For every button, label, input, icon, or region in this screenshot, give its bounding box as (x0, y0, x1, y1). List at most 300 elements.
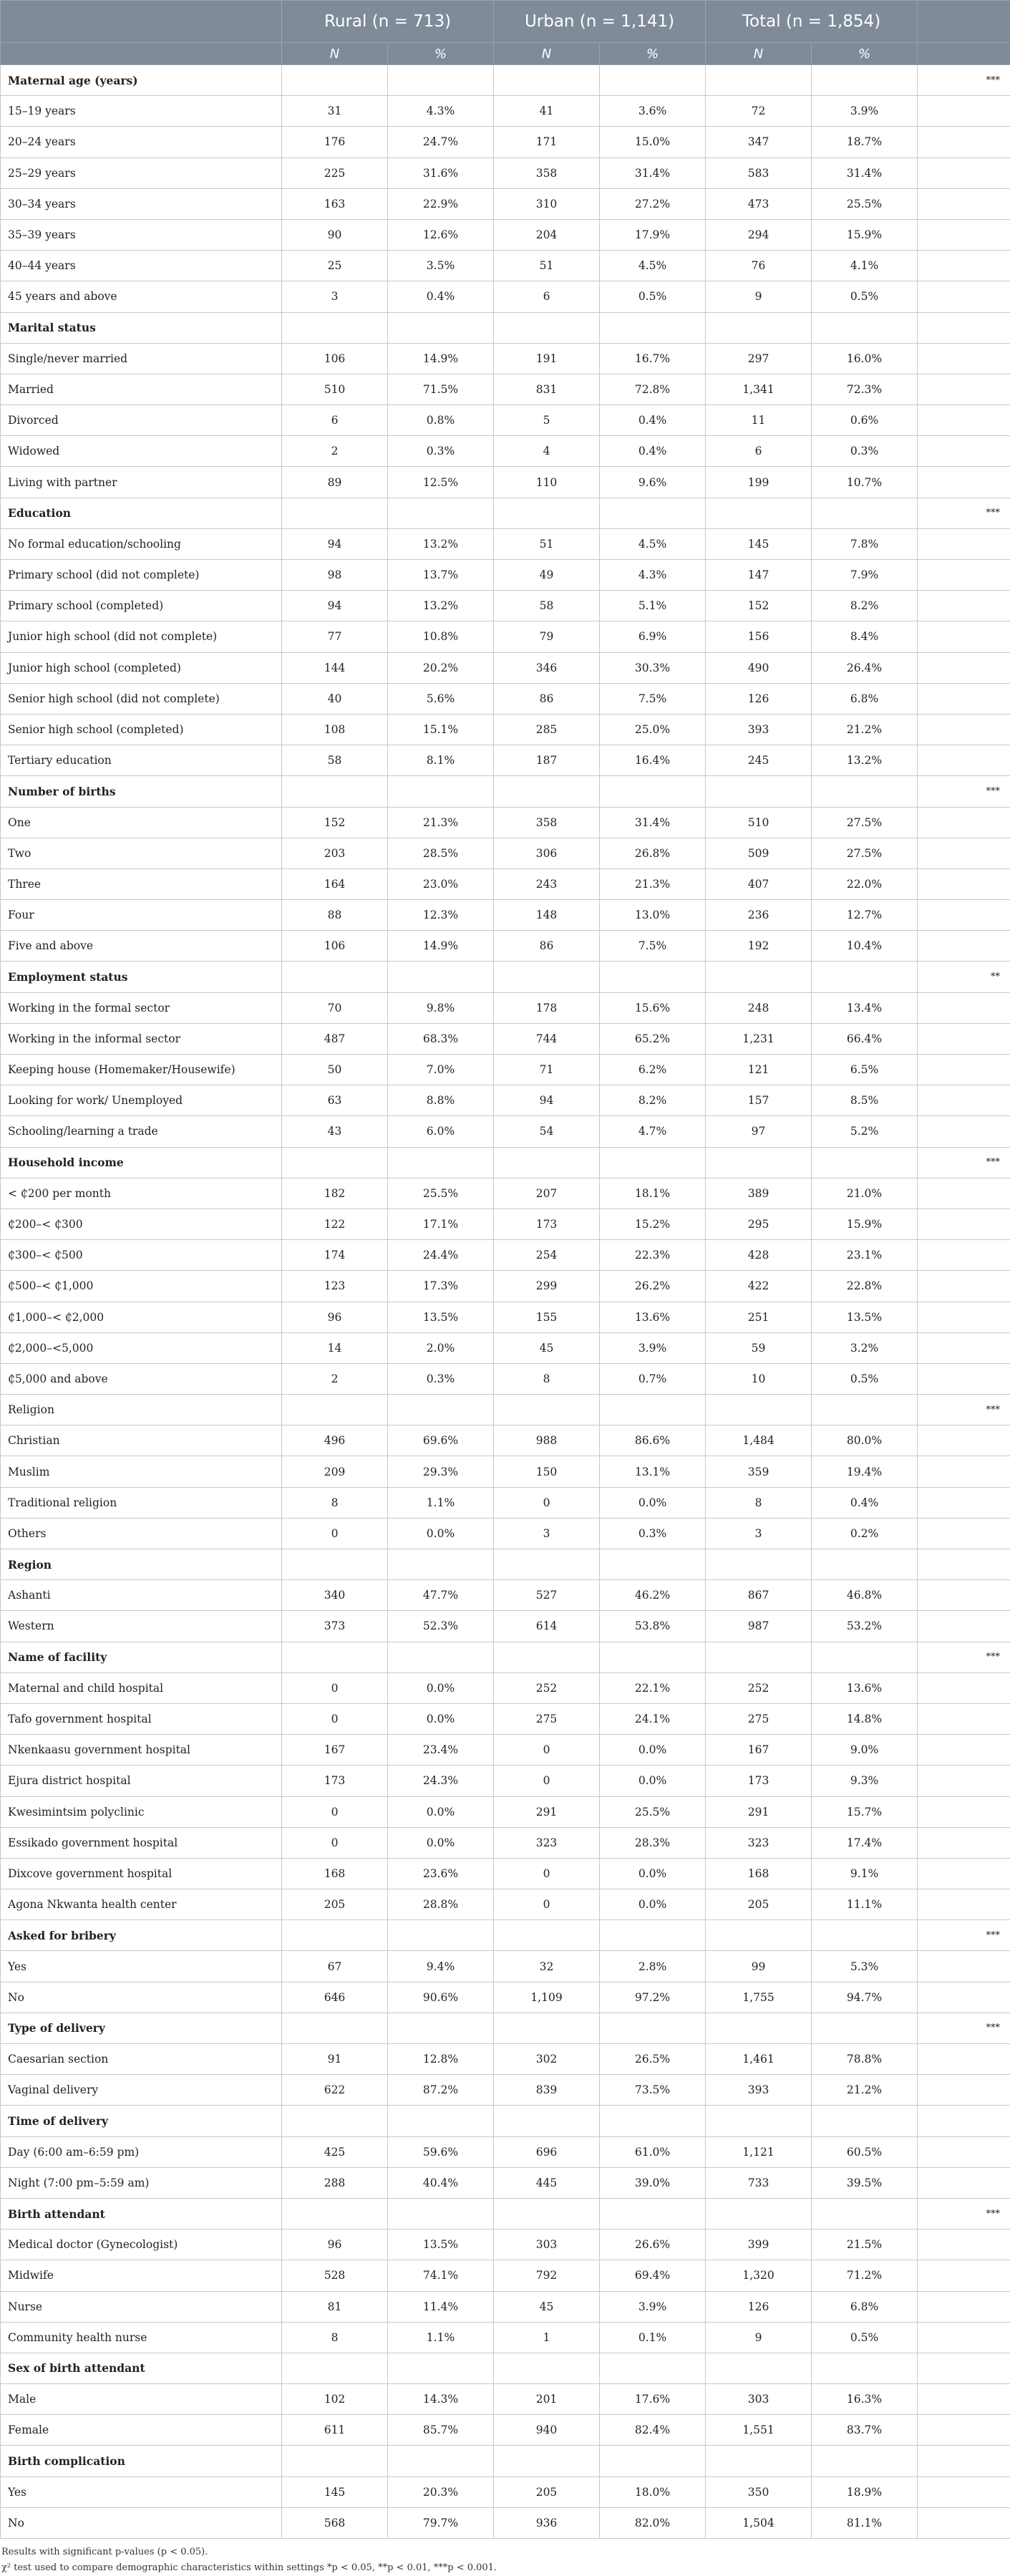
cell-rural-pct: 5.6% (388, 683, 494, 714)
section-title: Sex of birth attendant (1, 2353, 282, 2383)
row-label: Maternal and child hospital (1, 1672, 282, 1703)
cell-rural-pct: 24.7% (388, 127, 494, 158)
cell-urban-n: 839 (494, 2075, 600, 2106)
cell-rural-n: 176 (282, 127, 388, 158)
cell-urban-pct: 39.0% (600, 2167, 706, 2198)
section-header-row (1, 2106, 1010, 2136)
cell-urban-pct: 17.6% (600, 2384, 706, 2415)
cell-urban-n: 1 (494, 2322, 600, 2353)
row-label: 45 years and above (1, 281, 282, 312)
significance-cell (918, 1055, 1010, 1085)
cell-rural-n: 90 (282, 219, 388, 250)
cell-total-n: 428 (706, 1240, 812, 1271)
cell-rural-pct: 24.3% (388, 1766, 494, 1796)
significance-cell (918, 1209, 1010, 1239)
cell-rural-pct: 85.7% (388, 2415, 494, 2446)
header-rural: Rural (n = 713) (282, 1, 494, 43)
cell-total-pct: 6.5% (812, 1055, 918, 1085)
empty-cell (494, 1395, 600, 1425)
significance-cell (918, 1302, 1010, 1332)
cell-total-n: 192 (706, 931, 812, 962)
table-row (1, 1611, 1010, 1642)
empty-cell (494, 1147, 600, 1178)
cell-urban-pct: 25.0% (600, 714, 706, 745)
cell-rural-n: 108 (282, 714, 388, 745)
cell-rural-n: 81 (282, 2291, 388, 2322)
cell-total-pct: 22.8% (812, 1271, 918, 1302)
cell-urban-n: 8 (494, 1363, 600, 1394)
section-header-row (1, 498, 1010, 528)
section-header-row (1, 2446, 1010, 2476)
empty-cell (706, 2353, 812, 2383)
significance-cell (918, 2075, 1010, 2106)
significance-cell (918, 1456, 1010, 1487)
table-row (1, 1085, 1010, 1116)
cell-urban-pct: 4.3% (600, 560, 706, 591)
cell-urban-pct: 97.2% (600, 1982, 706, 2013)
row-label: Married (1, 374, 282, 405)
table-row (1, 714, 1010, 745)
cell-total-n: 156 (706, 621, 812, 652)
empty-cell (282, 1549, 388, 1580)
cell-total-pct: 0.5% (812, 2322, 918, 2353)
row-label: Yes (1, 1951, 282, 1982)
cell-rural-n: 102 (282, 2384, 388, 2415)
empty-cell (600, 2446, 706, 2476)
cell-rural-pct: 21.3% (388, 807, 494, 838)
empty-cell (388, 2198, 494, 2229)
table-row (1, 2322, 1010, 2353)
note-significance: Results with significant p-values (p < 0.05). (1, 2544, 1009, 2560)
empty-cell (282, 65, 388, 96)
cell-total-n: 1,121 (706, 2136, 812, 2167)
cell-urban-pct: 24.1% (600, 1703, 706, 1734)
cell-total-pct: 13.4% (812, 992, 918, 1023)
significance-marker (918, 1549, 1010, 1580)
cell-urban-pct: 18.0% (600, 2476, 706, 2507)
cell-rural-n: 77 (282, 621, 388, 652)
cell-urban-pct: 30.3% (600, 652, 706, 683)
cell-rural-pct: 13.5% (388, 2229, 494, 2260)
cell-rural-n: 0 (282, 1672, 388, 1703)
cell-urban-pct: 26.5% (600, 2044, 706, 2075)
cell-rural-n: 174 (282, 1240, 388, 1271)
cell-total-n: 76 (706, 251, 812, 281)
table-row (1, 1580, 1010, 1611)
row-label: Female (1, 2415, 282, 2446)
cell-rural-pct: 22.9% (388, 188, 494, 219)
cell-total-n: 422 (706, 1271, 812, 1302)
cell-rural-pct: 0.0% (388, 1796, 494, 1827)
cell-total-pct: 5.2% (812, 1116, 918, 1147)
cell-rural-pct: 79.7% (388, 2507, 494, 2538)
table-notes (0, 2539, 1010, 2576)
empty-cell (600, 2106, 706, 2136)
section-title: Type of delivery (1, 2013, 282, 2043)
table-row (1, 807, 1010, 838)
cell-total-n: 245 (706, 745, 812, 776)
cell-rural-n: 31 (282, 96, 388, 127)
empty-cell (282, 1395, 388, 1425)
cell-total-n: 9 (706, 2322, 812, 2353)
row-label: Looking for work/ Unemployed (1, 1085, 282, 1116)
table-row (1, 158, 1010, 188)
significance-cell (918, 1240, 1010, 1271)
header-urban-n: N (494, 43, 600, 65)
cell-total-pct: 13.6% (812, 1672, 918, 1703)
table-row (1, 2415, 1010, 2446)
row-label: Working in the informal sector (1, 1023, 282, 1054)
cell-urban-n: 4 (494, 436, 600, 467)
cell-rural-n: 373 (282, 1611, 388, 1642)
cell-total-n: 3 (706, 1518, 812, 1549)
cell-rural-pct: 40.4% (388, 2167, 494, 2198)
row-label: ₵500–< ₵1,000 (1, 1271, 282, 1302)
cell-total-pct: 21.2% (812, 2075, 918, 2106)
table-row (1, 560, 1010, 591)
table-row (1, 1456, 1010, 1487)
cell-rural-n: 225 (282, 158, 388, 188)
cell-rural-pct: 10.8% (388, 621, 494, 652)
cell-rural-n: 96 (282, 2229, 388, 2260)
cell-total-n: 1,341 (706, 374, 812, 405)
significance-cell (918, 591, 1010, 621)
cell-rural-n: 182 (282, 1178, 388, 1209)
cell-total-pct: 14.8% (812, 1703, 918, 1734)
significance-marker (918, 2353, 1010, 2383)
cell-rural-pct: 23.0% (388, 868, 494, 899)
row-label: Senior high school (did not complete) (1, 683, 282, 714)
cell-total-n: 72 (706, 96, 812, 127)
cell-rural-n: 96 (282, 1302, 388, 1332)
cell-urban-n: 323 (494, 1827, 600, 1858)
cell-rural-pct: 12.3% (388, 900, 494, 931)
cell-rural-pct: 1.1% (388, 1487, 494, 1518)
row-label: Tafo government hospital (1, 1703, 282, 1734)
cell-rural-n: 88 (282, 900, 388, 931)
cell-total-pct: 10.7% (812, 467, 918, 498)
table-row (1, 2075, 1010, 2106)
cell-total-n: 236 (706, 900, 812, 931)
table-row (1, 2291, 1010, 2322)
cell-urban-pct: 7.5% (600, 683, 706, 714)
cell-urban-pct: 26.6% (600, 2229, 706, 2260)
empty-cell (494, 2106, 600, 2136)
significance-cell (918, 807, 1010, 838)
cell-total-n: 121 (706, 1055, 812, 1085)
header-urban: Urban (n = 1,141) (494, 1, 706, 43)
empty-cell (494, 2353, 600, 2383)
row-label: Medical doctor (Gynecologist) (1, 2229, 282, 2260)
table-row (1, 1425, 1010, 1456)
empty-cell (812, 1395, 918, 1425)
table-row (1, 621, 1010, 652)
row-label: Ejura district hospital (1, 1766, 282, 1796)
cell-total-pct: 13.5% (812, 1302, 918, 1332)
cell-urban-n: 614 (494, 1611, 600, 1642)
section-header-row (1, 1642, 1010, 1672)
cell-urban-n: 306 (494, 838, 600, 868)
cell-urban-n: 3 (494, 1518, 600, 1549)
table-row (1, 652, 1010, 683)
significance-cell (918, 931, 1010, 962)
cell-total-pct: 94.7% (812, 1982, 918, 2013)
row-label: ₵2,000–<5,000 (1, 1332, 282, 1363)
row-label: Day (6:00 am–6:59 pm) (1, 2136, 282, 2167)
cell-rural-pct: 29.3% (388, 1456, 494, 1487)
empty-cell (494, 2446, 600, 2476)
empty-cell (388, 962, 494, 992)
cell-urban-n: 45 (494, 1332, 600, 1363)
cell-urban-n: 110 (494, 467, 600, 498)
section-header-row (1, 2013, 1010, 2043)
header-total-n: N (706, 43, 812, 65)
cell-rural-pct: 6.0% (388, 1116, 494, 1147)
cell-total-pct: 7.8% (812, 528, 918, 559)
note-chi-square: χ² test used to compare demographic characteristics within settings *p < 0.05, **p < 0.01, ***p < 0.001. (1, 2560, 1009, 2576)
row-label: Schooling/learning a trade (1, 1116, 282, 1147)
cell-rural-pct: 3.5% (388, 251, 494, 281)
empty-cell (706, 2106, 812, 2136)
cell-rural-pct: 14.9% (388, 931, 494, 962)
cell-rural-n: 528 (282, 2260, 388, 2291)
cell-urban-pct: 0.4% (600, 405, 706, 436)
row-label: ₵1,000–< ₵2,000 (1, 1302, 282, 1332)
cell-rural-pct: 14.3% (388, 2384, 494, 2415)
cell-total-pct: 81.1% (812, 2507, 918, 2538)
cell-total-n: 407 (706, 868, 812, 899)
row-label: 20–24 years (1, 127, 282, 158)
table-row (1, 374, 1010, 405)
empty-cell (600, 312, 706, 343)
cell-total-pct: 3.9% (812, 96, 918, 127)
significance-cell (918, 467, 1010, 498)
empty-cell (706, 65, 812, 96)
empty-cell (600, 2353, 706, 2383)
cell-rural-pct: 14.9% (388, 343, 494, 374)
cell-rural-n: 168 (282, 1858, 388, 1889)
significance-cell (918, 1951, 1010, 1982)
cell-urban-n: 831 (494, 374, 600, 405)
cell-rural-n: 173 (282, 1766, 388, 1796)
header-total: Total (n = 1,854) (706, 1, 918, 43)
cell-total-n: 303 (706, 2384, 812, 2415)
section-title: Birth complication (1, 2446, 282, 2476)
cell-rural-n: 6 (282, 405, 388, 436)
cell-rural-n: 510 (282, 374, 388, 405)
cell-rural-pct: 31.6% (388, 158, 494, 188)
cell-total-pct: 6.8% (812, 2291, 918, 2322)
table-row (1, 343, 1010, 374)
row-label: Four (1, 900, 282, 931)
cell-rural-pct: 13.2% (388, 591, 494, 621)
row-label: Working in the formal sector (1, 992, 282, 1023)
cell-rural-pct: 59.6% (388, 2136, 494, 2167)
empty-cell (706, 1395, 812, 1425)
cell-total-n: 6 (706, 436, 812, 467)
empty-cell (600, 65, 706, 96)
empty-cell (600, 2198, 706, 2229)
cell-rural-pct: 23.4% (388, 1735, 494, 1766)
significance-cell (918, 2476, 1010, 2507)
cell-total-n: 145 (706, 528, 812, 559)
cell-total-n: 199 (706, 467, 812, 498)
row-label: ₵5,000 and above (1, 1363, 282, 1394)
cell-urban-n: 54 (494, 1116, 600, 1147)
cell-rural-n: 14 (282, 1332, 388, 1363)
cell-total-pct: 16.0% (812, 343, 918, 374)
significance-marker: *** (918, 1642, 1010, 1672)
empty-cell (388, 1395, 494, 1425)
cell-rural-pct: 0.3% (388, 436, 494, 467)
cell-urban-pct: 16.4% (600, 745, 706, 776)
significance-cell (918, 1487, 1010, 1518)
empty-cell (600, 1642, 706, 1672)
row-label: No formal education/schooling (1, 528, 282, 559)
cell-urban-pct: 16.7% (600, 343, 706, 374)
row-label: Junior high school (completed) (1, 652, 282, 683)
empty-cell (706, 2013, 812, 2043)
cell-rural-pct: 7.0% (388, 1055, 494, 1085)
cell-total-n: 393 (706, 2075, 812, 2106)
empty-cell (494, 498, 600, 528)
cell-total-n: 275 (706, 1703, 812, 1734)
cell-rural-pct: 87.2% (388, 2075, 494, 2106)
cell-rural-n: 152 (282, 807, 388, 838)
cell-urban-n: 86 (494, 683, 600, 714)
significance-cell (918, 1023, 1010, 1054)
section-title: Number of births (1, 776, 282, 807)
row-label: 40–44 years (1, 251, 282, 281)
table-row (1, 436, 1010, 467)
significance-cell (918, 2044, 1010, 2075)
cell-urban-pct: 25.5% (600, 1796, 706, 1827)
row-label: ₵300–< ₵500 (1, 1240, 282, 1271)
row-label: No (1, 1982, 282, 2013)
cell-rural-n: 496 (282, 1425, 388, 1456)
cell-total-pct: 0.4% (812, 1487, 918, 1518)
empty-cell (812, 2106, 918, 2136)
cell-urban-n: 0 (494, 1858, 600, 1889)
cell-total-n: 490 (706, 652, 812, 683)
significance-cell (918, 127, 1010, 158)
significance-cell (918, 1982, 1010, 2013)
section-header-row (1, 1147, 1010, 1178)
table-row (1, 219, 1010, 250)
cell-urban-pct: 15.0% (600, 127, 706, 158)
cell-urban-pct: 0.3% (600, 1518, 706, 1549)
cell-rural-n: 167 (282, 1735, 388, 1766)
cell-total-pct: 78.8% (812, 2044, 918, 2075)
cell-rural-pct: 0.0% (388, 1518, 494, 1549)
row-label: Two (1, 838, 282, 868)
cell-rural-n: 145 (282, 2476, 388, 2507)
cell-urban-n: 171 (494, 127, 600, 158)
header-row-sub (1, 43, 1010, 65)
cell-urban-n: 0 (494, 1487, 600, 1518)
cell-urban-n: 744 (494, 1023, 600, 1054)
empty-cell (706, 962, 812, 992)
significance-marker: *** (918, 2013, 1010, 2043)
empty-cell (282, 2198, 388, 2229)
significance-cell (918, 714, 1010, 745)
cell-urban-pct: 0.1% (600, 2322, 706, 2353)
empty-cell (812, 2198, 918, 2229)
cell-total-pct: 16.3% (812, 2384, 918, 2415)
table-row (1, 251, 1010, 281)
cell-rural-n: 163 (282, 188, 388, 219)
cell-total-pct: 0.5% (812, 1363, 918, 1394)
cell-rural-n: 58 (282, 745, 388, 776)
empty-cell (600, 1920, 706, 1951)
cell-rural-pct: 71.5% (388, 374, 494, 405)
section-title: Asked for bribery (1, 1920, 282, 1951)
row-label: One (1, 807, 282, 838)
cell-rural-n: 487 (282, 1023, 388, 1054)
cell-urban-n: 71 (494, 1055, 600, 1085)
cell-urban-pct: 0.0% (600, 1858, 706, 1889)
header-blank (1, 43, 282, 65)
section-header-row (1, 776, 1010, 807)
cell-total-pct: 8.4% (812, 621, 918, 652)
cell-urban-pct: 0.5% (600, 281, 706, 312)
table-row (1, 1982, 1010, 2013)
cell-rural-n: 94 (282, 528, 388, 559)
cell-rural-n: 0 (282, 1703, 388, 1734)
significance-cell (918, 1332, 1010, 1363)
cell-urban-pct: 8.2% (600, 1085, 706, 1116)
table-row (1, 127, 1010, 158)
table-row (1, 188, 1010, 219)
cell-rural-n: 0 (282, 1796, 388, 1827)
row-label: 15–19 years (1, 96, 282, 127)
cell-urban-n: 205 (494, 2476, 600, 2507)
empty-cell (388, 1147, 494, 1178)
cell-urban-pct: 46.2% (600, 1580, 706, 1611)
cell-urban-n: 291 (494, 1796, 600, 1827)
cell-total-n: 323 (706, 1827, 812, 1858)
significance-marker: *** (918, 1395, 1010, 1425)
cell-urban-pct: 22.1% (600, 1672, 706, 1703)
cell-urban-n: 204 (494, 219, 600, 250)
cell-rural-pct: 0.3% (388, 1363, 494, 1394)
row-label: Single/never married (1, 343, 282, 374)
cell-rural-pct: 11.4% (388, 2291, 494, 2322)
table-row (1, 1302, 1010, 1332)
cell-total-pct: 9.3% (812, 1766, 918, 1796)
cell-rural-pct: 69.6% (388, 1425, 494, 1456)
cell-total-pct: 21.2% (812, 714, 918, 745)
cell-urban-n: 254 (494, 1240, 600, 1271)
cell-total-pct: 25.5% (812, 188, 918, 219)
cell-urban-n: 49 (494, 560, 600, 591)
empty-cell (812, 498, 918, 528)
cell-total-pct: 7.9% (812, 560, 918, 591)
cell-urban-n: 94 (494, 1085, 600, 1116)
cell-total-pct: 5.3% (812, 1951, 918, 1982)
table-row (1, 745, 1010, 776)
table-row (1, 528, 1010, 559)
cell-rural-pct: 17.1% (388, 1209, 494, 1239)
cell-total-pct: 21.5% (812, 2229, 918, 2260)
cell-urban-n: 252 (494, 1672, 600, 1703)
empty-cell (388, 1642, 494, 1672)
significance-cell (918, 188, 1010, 219)
cell-urban-n: 358 (494, 158, 600, 188)
header-rural-pct: % (388, 43, 494, 65)
significance-cell (918, 745, 1010, 776)
cell-total-n: 1,755 (706, 1982, 812, 2013)
